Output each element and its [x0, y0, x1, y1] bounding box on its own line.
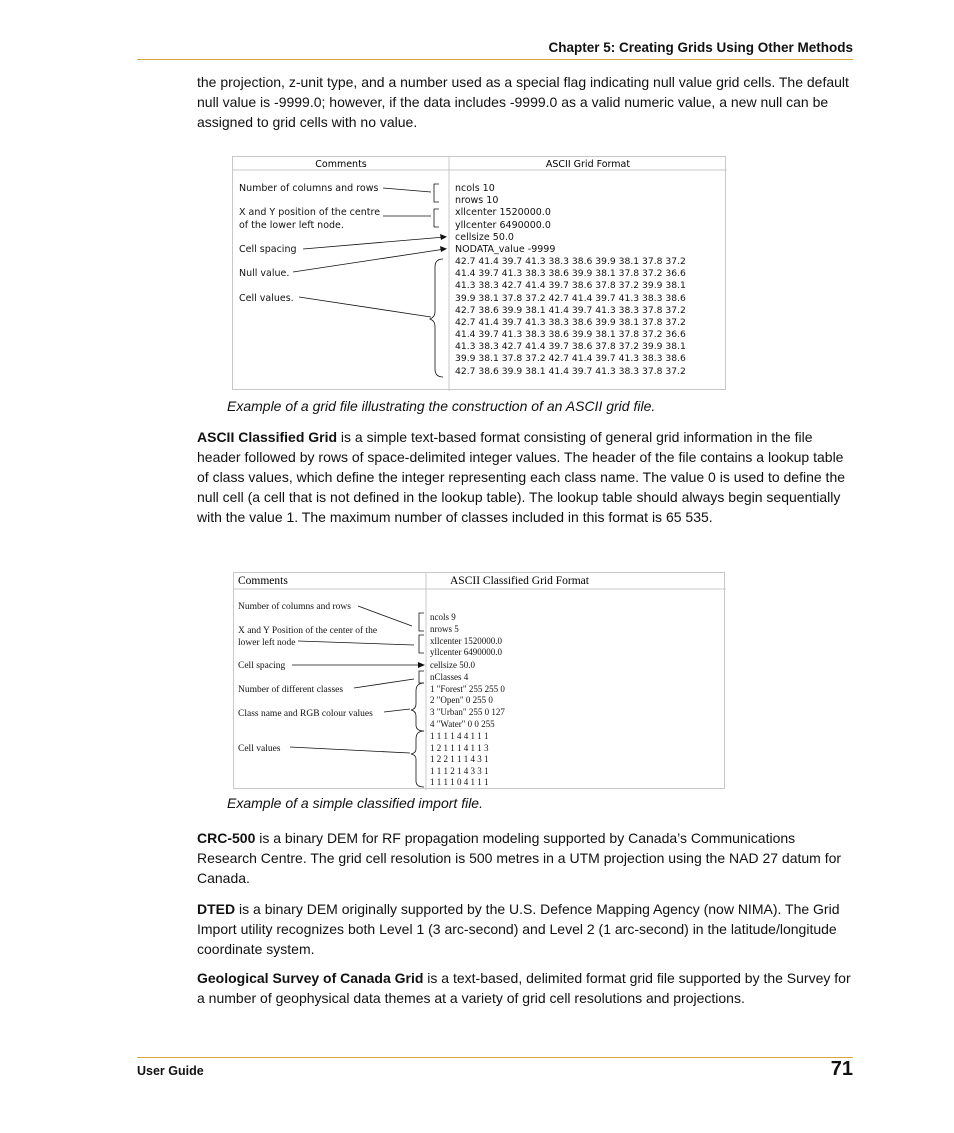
- intro-paragraph: the projection, z-unit type, and a number used as a special flag indicating null value grid cells. The default null value is -9999.0; however, if the data includes -9999.0 as a valid numeric value, a new null can be assigned to grid cells with no value.: [197, 74, 849, 130]
- footer-rule: [137, 1057, 853, 1058]
- dted-paragraph: [197, 899, 854, 959]
- fig1-data-row: 39.9 38.1 37.8 37.2 42.7 41.4 39.7 41.3 38.3 38.6: [455, 353, 686, 364]
- fig2-comment: Number of columns and rows: [238, 602, 351, 612]
- gsc-term: Geological Survey of Canada Grid: [197, 970, 424, 986]
- gsc-paragraph: [197, 968, 854, 1008]
- fig2-caption: Example of a simple classified import file.: [227, 795, 483, 811]
- fig2-comment: Cell values: [238, 744, 281, 754]
- fig1-comment: Cell spacing: [239, 244, 297, 255]
- fig1-comment: X and Y position of the centre: [239, 207, 381, 218]
- fig1-data-row: 41.3 38.3 42.7 41.4 39.7 38.6 37.8 37.2 39.9 38.1: [455, 341, 686, 352]
- fig2-line: 1 "Forest" 255 255 0: [430, 684, 505, 694]
- fig2-line: 4 "Water" 0 0 255: [430, 719, 495, 729]
- fig2-line: ncols 9: [430, 612, 456, 622]
- fig1-data-row: 42.7 41.4 39.7 41.3 38.3 38.6 39.9 38.1 37.8 37.2: [455, 317, 686, 328]
- fig1-comment: Number of columns and rows: [239, 183, 379, 194]
- classified-paragraph: [197, 427, 854, 527]
- fig2-line: nrows 5: [430, 624, 459, 634]
- page-number: 71: [830, 1058, 853, 1080]
- fig1-caption: Example of a grid file illustrating the construction of an ASCII grid file.: [227, 398, 656, 414]
- fig1-data-row: 41.3 38.3 42.7 41.4 39.7 38.6 37.8 37.2 39.9 38.1: [455, 280, 686, 291]
- fig2-line: cellsize 50.0: [430, 660, 475, 670]
- fig1-data-row: 41.4 39.7 41.3 38.3 38.6 39.9 38.1 37.8 37.2 36.6: [455, 268, 686, 279]
- fig2-comment: Class name and RGB colour values: [238, 709, 373, 719]
- fig1-col-left: Comments: [315, 159, 367, 170]
- fig2-line: 1 2 2 1 1 1 4 3 1: [430, 754, 489, 764]
- gsc-text: is a text-based, delimited format grid file supported by the Survey for a number of geophysical data themes at a variety of grid cell resolutions and projections.: [197, 970, 851, 1006]
- fig2-comment: Number of different classes: [238, 685, 344, 695]
- classified-term: ASCII Classified Grid: [197, 429, 338, 445]
- fig2-line: nClasses 4: [430, 672, 469, 682]
- fig2-comment: X and Y Position of the center of the: [238, 626, 378, 636]
- crc-term: CRC-500: [197, 830, 256, 846]
- fig1-comment: Cell values.: [239, 293, 294, 304]
- fig1-col-right: ASCII Grid Format: [545, 159, 631, 170]
- chapter-title: Chapter 5: Creating Grids Using Other Methods: [548, 40, 853, 55]
- footer-label: User Guide: [137, 1064, 204, 1078]
- fig2-comment: Cell spacing: [238, 661, 286, 671]
- classified-text: is a simple text-based format consisting of general grid information in the file header followed by rows of space-delimited integer values. The header of the file contains a lookup table of class values, which define the integer representing each class name. The value 0 is used to define the null cell (a cell that is not defined in the lookup table). The lookup table should always begin sequentially with the value 1. The maximum number of classes included in this format is 65 535.: [197, 429, 846, 525]
- fig1-header-line: cellsize 50.0: [455, 232, 514, 243]
- fig2-line: 1 1 1 1 0 4 1 1 1: [430, 777, 489, 787]
- fig1-header-line: yllcenter 6490000.0: [455, 220, 551, 231]
- fig1-comment: Null value.: [239, 268, 290, 279]
- fig1-header-line: nrows 10: [455, 195, 499, 206]
- dted-term: DTED: [197, 901, 236, 917]
- fig2-line: yllcenter 6490000.0: [430, 647, 502, 657]
- fig2-col-left: Comments: [238, 575, 288, 587]
- crc-paragraph: [197, 828, 854, 888]
- fig2-col-right: ASCII Classified Grid Format: [450, 575, 589, 587]
- fig2-line: xllcenter 1520000.0: [430, 636, 502, 646]
- fig2-comment: lower left node: [238, 638, 296, 648]
- header-rule: [137, 59, 853, 60]
- classified-grid-diagram: [234, 573, 726, 790]
- fig1-data-row: 42.7 38.6 39.9 38.1 41.4 39.7 41.3 38.3 37.8 37.2: [455, 366, 686, 377]
- fig1-data-row: 41.4 39.7 41.3 38.3 38.6 39.9 38.1 37.8 37.2 36.6: [455, 329, 686, 340]
- fig1-header-line: NODATA_value -9999: [455, 244, 556, 255]
- fig1-data-row: 42.7 41.4 39.7 41.3 38.3 38.6 39.9 38.1 37.8 37.2: [455, 256, 686, 267]
- fig1-data-row: 42.7 38.6 39.9 38.1 41.4 39.7 41.3 38.3 37.8 37.2: [455, 305, 686, 316]
- crc-text: is a binary DEM for RF propagation modeling supported by Canada’s Communications Research Centre. The grid cell resolution is 500 metres in a UTM projection using the NAD 27 datum for Canada.: [197, 830, 842, 886]
- ascii-grid-diagram: [233, 157, 727, 391]
- dted-text: is a binary DEM originally supported by the U.S. Defence Mapping Agency (now NIMA). The Grid Import utility recognizes both Level 1 (3 arc-second) and Level 2 (1 arc-second) in the latitude/longitude coordinate system.: [197, 901, 840, 957]
- fig2-line: 3 "Urban" 255 0 127: [430, 707, 505, 717]
- fig1-comment: of the lower left node.: [239, 220, 344, 231]
- fig2-arrowheads: [418, 662, 425, 668]
- fig1-header-line: ncols 10: [455, 183, 495, 194]
- ascii-grid-figure: [232, 156, 726, 390]
- fig2-line: 1 1 1 2 1 4 3 3 1: [430, 766, 489, 776]
- fig2-line: 1 2 1 1 1 4 1 1 3: [430, 743, 489, 753]
- classified-grid-figure: [233, 572, 725, 789]
- fig1-header-line: xllcenter 1520000.0: [455, 207, 551, 218]
- fig1-arrowheads: [440, 234, 447, 252]
- fig2-line: 1 1 1 1 4 4 1 1 1: [430, 731, 489, 741]
- fig1-data-row: 39.9 38.1 37.8 37.2 42.7 41.4 39.7 41.3 38.3 38.6: [455, 293, 686, 304]
- fig2-line: 2 "Open" 0 255 0: [430, 695, 493, 705]
